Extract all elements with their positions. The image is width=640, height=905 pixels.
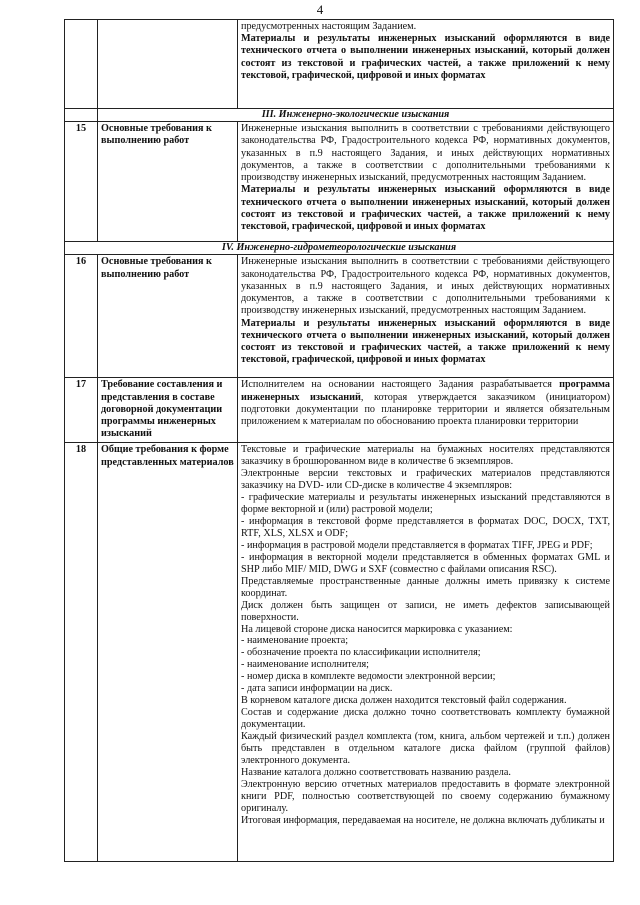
list-item: - информация в растровой модели представляется в форматах TIFF, JPEG и PDF; bbox=[241, 539, 593, 551]
table-row bbox=[65, 443, 614, 862]
paragraph: Текстовые и графические материалы на бумажных носителях представляются заказчику в брошюрованном виде в количестве 6 экземпляров. bbox=[241, 444, 610, 468]
list-item: - информация в векторной модели представляется в обменных форматах GML и SHP либо MIF/ MID, DWG и SXF (совместно с файлами описания RSC). bbox=[241, 551, 610, 575]
requirements-table bbox=[64, 19, 614, 862]
row-content-cell bbox=[238, 378, 614, 443]
table-row bbox=[65, 378, 614, 443]
row-number: 15 bbox=[65, 122, 98, 242]
row-text bbox=[241, 379, 610, 428]
row-bold-text: Материалы и результаты инженерных изысканий оформляются в виде технического отчета о выполнении инженерных изысканий, который должен состоят из текстовой и графических частей, а также приложений к нему текстовой, графической, цифровой и иных форматах bbox=[241, 317, 610, 366]
section-header-row bbox=[65, 242, 614, 255]
row-number: 17 bbox=[65, 378, 98, 443]
section-header-row bbox=[65, 109, 614, 122]
row-content-cell bbox=[238, 443, 614, 862]
list-item: - графические материалы и результаты инженерных изысканий представляются в форме векторной и (или) растровой модели; bbox=[241, 492, 610, 516]
continuation-bold-text: Материалы и результаты инженерных изысканий оформляются в виде технического отчета о выполнении инженерных изысканий, который должен состоят из текстовой и графических частей, а также приложений к нему текстовой, графической, цифровой и иных форматах bbox=[241, 33, 610, 81]
paragraph: Электронные версии текстовых и графических материалов представляются заказчику на DVD- или CD-диске в количестве 4 экземпляров: bbox=[241, 468, 610, 492]
table-row bbox=[65, 20, 614, 109]
table-row bbox=[65, 122, 614, 242]
row-text-emphasis: программа инженерных изысканий bbox=[241, 379, 610, 403]
table-row bbox=[65, 255, 614, 378]
section-title: IV. Инженерно-гидрометеорологические изыскания bbox=[65, 242, 614, 255]
list-item: - дата записи информации на диск. bbox=[241, 683, 393, 695]
row-bold-text: Материалы и результаты инженерных изысканий оформляются в виде технического отчета о выполнении инженерных изысканий, который должен состоят из текстовой и графических частей, а также приложений к нему текстовой, графической, цифровой и иных форматах bbox=[241, 184, 610, 233]
list-item: - информация в текстовой форме представляется в форматах DOC, DOCX, TXT, RTF, XLS, XLSX и ODF; bbox=[241, 516, 610, 540]
paragraph: Представляемые пространственные данные должны иметь привязку к системе координат. bbox=[241, 575, 610, 599]
list-item: - наименование проекта; bbox=[241, 635, 349, 647]
row-number: 16 bbox=[65, 255, 98, 378]
row-content-cell bbox=[238, 20, 614, 109]
section-spacer-cell bbox=[65, 109, 98, 122]
row-name-cell bbox=[98, 20, 238, 109]
continuation-text: предусмотренных настоящим Заданием. bbox=[241, 21, 417, 32]
paragraph: Каждый физический раздел комплекта (том, книга, альбом чертежей и т.п.) должен быть представлен в отдельном каталоге диска файлом (группой файлов) электронного документа. bbox=[241, 730, 610, 766]
row-text-part: Исполнителем на основании настоящего Задания разрабатывается bbox=[241, 379, 560, 391]
paragraph: Электронную версию отчетных материалов предоставить в формате электронной книги PDF, полностью соответствующей по своему содержанию бумажному оригиналу. bbox=[241, 778, 610, 814]
paragraph: Состав и содержание диска должно точно соответствовать комплекту бумажной документации. bbox=[241, 707, 610, 731]
section-title: III. Инженерно-экологические изыскания bbox=[98, 109, 614, 122]
row-content-cell bbox=[238, 122, 614, 242]
row-name: Основные требования к выполнению работ bbox=[98, 122, 238, 242]
paragraph: В корневом каталоге диска должен находится текстовый файл содержания. bbox=[241, 695, 567, 707]
row-name: Основные требования к выполнению работ bbox=[98, 255, 238, 378]
paragraph: На лицевой стороне диска наносится маркировка с указанием: bbox=[241, 623, 513, 635]
row-content-cell bbox=[238, 255, 614, 378]
list-item: - наименование исполнителя; bbox=[241, 659, 369, 671]
list-item: - номер диска в комплекте ведомости электронной версии; bbox=[241, 671, 496, 683]
paragraph: Диск должен быть защищен от записи, не иметь дефектов записывающей поверхности. bbox=[241, 599, 610, 623]
page-number: 4 bbox=[316, 2, 324, 17]
row-name: Общие требования к форме представленных материалов bbox=[98, 443, 238, 862]
row-text-part: , которая утверждается заказчиком (инициатором) подготовки документации по планировке территории и является обязательным приложением к материалам по обоснованию проекта планировки территории bbox=[241, 391, 610, 428]
row-text: Инженерные изыскания выполнить в соответствии с требованиями действующего законодательства РФ, Градостроительного кодекса РФ, нормативных документов, указанных в п.9 настоящего Задания, и иных действующих нормативных документов, а также в соответствии с дополнительными требованиями к производству инженерных изысканий, предусмотренных настоящим Заданием. bbox=[241, 256, 610, 317]
row-number: 18 bbox=[65, 443, 98, 862]
list-item: - обозначение проекта по классификации исполнителя; bbox=[241, 647, 481, 659]
paragraph: Итоговая информация, передаваемая на носителе, не должна включать дубликаты и bbox=[241, 814, 605, 826]
row-text: Инженерные изыскания выполнить в соответствии с требованиями действующего законодательства РФ, Градостроительного кодекса РФ, нормативных документов, указанных в п.9 настоящего Задания, и иных действующих нормативных документов, а также в соответствии с дополнительными требованиями к производству инженерных изысканий, предусмотренных настоящим Заданием. bbox=[241, 123, 610, 184]
row-number-cell bbox=[65, 20, 98, 109]
row-name: Требование составления и представления в составе договорной документации программы инженерных изысканий bbox=[98, 378, 238, 443]
paragraph: Название каталога должно соответствовать названию раздела. bbox=[241, 766, 511, 778]
